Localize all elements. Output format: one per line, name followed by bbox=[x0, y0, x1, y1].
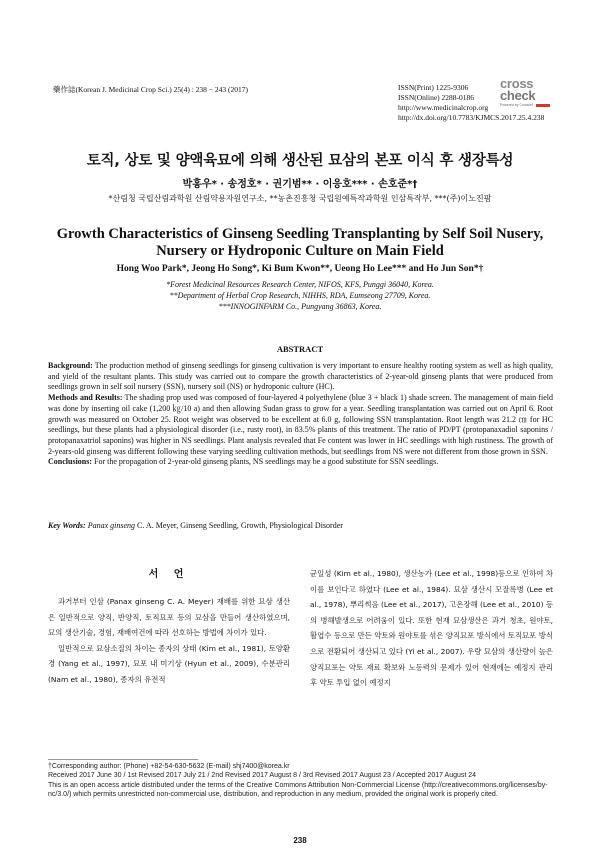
conclusions-label: Conclusions: bbox=[48, 457, 93, 467]
korean-affiliations: *산림청 국립산림과학원 산림약용자원연구소, **농촌진흥청 국립원예특작과학원 인삼특작부, ***(주)이노진팜 bbox=[108, 194, 492, 203]
methods-label: Methods and Results: bbox=[48, 393, 123, 403]
english-title-line1: Growth Characteristics of Ginseng Seedling Transplanting by Self Soil Nusery, bbox=[56, 226, 544, 242]
crossmark-logo[interactable] bbox=[500, 78, 558, 108]
left-paragraph-2: 일반적으로 묘삼소질의 차이는 종자의 상태 (Kim et al., 1981), 토양환경 (Yang et al., 1997), 묘포 내 미기상 (Hyun et al., 2009), 수분관리 (Nam et al., 1980), 종자의 유전적 bbox=[48, 643, 290, 684]
affiliation-2: **Department of Herbal Crop Research, NIHHS, RDA, Eumseong 27709, Korea. bbox=[169, 291, 431, 300]
received-dates: Received 2017 June 30 / 1st Revised 2017 July 21 / 2nd Revised 2017 August 8 / 3rd Revised 2017 August 23 / Accepted 2017 August 24 bbox=[48, 772, 477, 780]
abstract-heading: ABSTRACT bbox=[276, 344, 324, 354]
keywords bbox=[48, 521, 553, 530]
keywords-label: Key Words: bbox=[48, 521, 86, 530]
issn-online: ISSN(Online) 2288-0186 bbox=[398, 93, 475, 102]
footnote-divider bbox=[48, 759, 198, 760]
abstract-body bbox=[48, 361, 553, 468]
journal-citation: 藥作誌(Korean J. Medicinal Crop Sci.) 25(4) : 238 − 243 (2017) bbox=[53, 85, 249, 94]
license-text: This is an open access article distributed under the terms of the Creative Commons Attribution Non-Commercial License (http://creativecommons.org/licenses/by-nc/3.0/) which permits unrestricted non-commercial use, distribution, and reproduction in any medium, provided the original work is properly cited. bbox=[48, 781, 548, 798]
body-column-right bbox=[310, 566, 553, 691]
background-label: Background: bbox=[48, 361, 93, 370]
english-title-line2: Nursery or Hydroponic Culture on Main Field bbox=[156, 243, 444, 259]
affiliation-1: *Forest Medicinal Resources Research Center, NIFOS, KFS, Punggi 36040, Korea. bbox=[166, 280, 434, 289]
corresponding-author: †Corresponding author: (Phone) +82-54-630-5632 (E-mail) shj7400@korea.kr bbox=[48, 763, 290, 770]
page-number: 238 bbox=[293, 836, 307, 845]
crossmark-line1: cross bbox=[500, 76, 534, 91]
left-paragraph-1: 과거부터 인삼 (Panax ginseng C. A. Meyer) 재배를 위한 묘삼 생산은 일반적으로 양직, 반양직, 토직묘포 등의 묘삼을 만들어 생산하였으며, 묘의 생산기술, 경험, 재배여건에 따라 선호하는 방법에 차이가 있다. bbox=[48, 597, 290, 638]
right-paragraph-1: 균일성 (Kim et al., 1980), 생산농가 (Lee et al., 1998)등으로 인하여 차이를 보인다고 하였다 (Lee et al., 1984). 묘삼 생산시 모잘록병 (Lee et al., 1978), 뿌리썩음 (Lee et al., 2017), 고온장해 (Lee et al., 2010) 등의 병해발생으로 어려움이 있다. 또한 현재 묘삼생산은 과거 청초, 원야토, 활엽수 등으로 만든 약토와 원야토를 섞은 양직묘포 방식에서 토직묘포 방식으로 전환되어 생산되고 있다 (Yi et al., 2007). 우량 묘삼의 생산량이 높은 양직묘포는 약토 재료 확보와 노동력의 문제가 있어 현재에는 예정지 관리 후 약토 투입 없이 예정지 bbox=[310, 569, 553, 688]
keywords-text: C. A. Meyer, Ginseng Seedling, Growth, Physiological Disorder bbox=[135, 521, 343, 530]
abstract-background bbox=[48, 361, 553, 393]
crossmark-caption: Powered by Crossref bbox=[500, 103, 533, 107]
abstract-methods bbox=[48, 393, 553, 457]
issn-print: ISSN(Print) 1225-9306 bbox=[398, 83, 469, 92]
english-affiliations bbox=[0, 279, 600, 312]
affiliation-3: ***INNOGINFARM Co., Pungyang 36863, Korea. bbox=[218, 302, 382, 311]
korean-title: 토직, 상토 및 양액육묘에 의해 생산된 묘삼의 본포 이식 후 생장특성 bbox=[86, 153, 514, 169]
doi-link[interactable]: http://dx.doi.org/10.7783/KJMCS.2017.25.4.238 bbox=[398, 113, 545, 122]
crossmark-bar-icon bbox=[536, 104, 550, 107]
crossmark-line2: check bbox=[500, 88, 536, 103]
body-column-left bbox=[48, 594, 290, 688]
conclusions-text: For the propagation of 2-year-old ginseng plants, NS seedlings may be a good substitute for SSN seedlings. bbox=[92, 457, 439, 467]
english-title bbox=[40, 226, 560, 260]
journal-website-link[interactable]: http://www.medicinalcrop.org bbox=[398, 103, 489, 112]
background-text: The production method of ginseng seedlings for ginseng cultivation is very important to ensure healthy rooting system as well as high quality, and yield of the resultant plants. This study was carried out to compare the growth characteristics of 2-year-old ginseng plants that were produced from seedlings grown in self soil nursery (SSN), nursery soil (NS) or hydroponic culture (HC). bbox=[48, 361, 553, 392]
introduction-heading: 서 언 bbox=[148, 569, 190, 580]
abstract-conclusions bbox=[48, 457, 553, 468]
korean-authors: 박홍우* · 송정호* · 권기범** · 이응호*** · 손호준*† bbox=[182, 179, 418, 190]
english-authors: Hong Woo Park*, Jeong Ho Song*, Ki Bum Kwon**, Ueong Ho Lee*** and Ho Jun Son*† bbox=[116, 264, 484, 274]
footnote bbox=[48, 762, 558, 799]
methods-text: The shading prop used was composed of four-layered 4 polyethylene (blue 3 + black 1) shade screen. The management of main field was done by inserting oil cake (1,200 ㎏/10 a) and then allowing Sudan grass to grow for a year. Seedling transplantation was carried out on April 6. Root growth was measured on October 25. Root weight was observed to be excellent at 6.0 g, following SSN transplantation. Root length was 21.2 ㎝ for HC seedlings, but these plants had a physiological disorder (i.e., rusty root), in 83.5% plants of this treatment. The ratio of PD/PT (protopanaxadiol saponins / protopanaxatriol saponins) was higher in NS seedlings. Plant analysis revealed that Fe content was lower in HC seedlings with high rustiness. The growth of 2-years-old ginseng was different following these varying seedling cultivation methods, but seedlings from NS were not different from those grown in SSN. bbox=[48, 393, 553, 456]
keywords-species: Panax ginseng bbox=[87, 521, 136, 530]
